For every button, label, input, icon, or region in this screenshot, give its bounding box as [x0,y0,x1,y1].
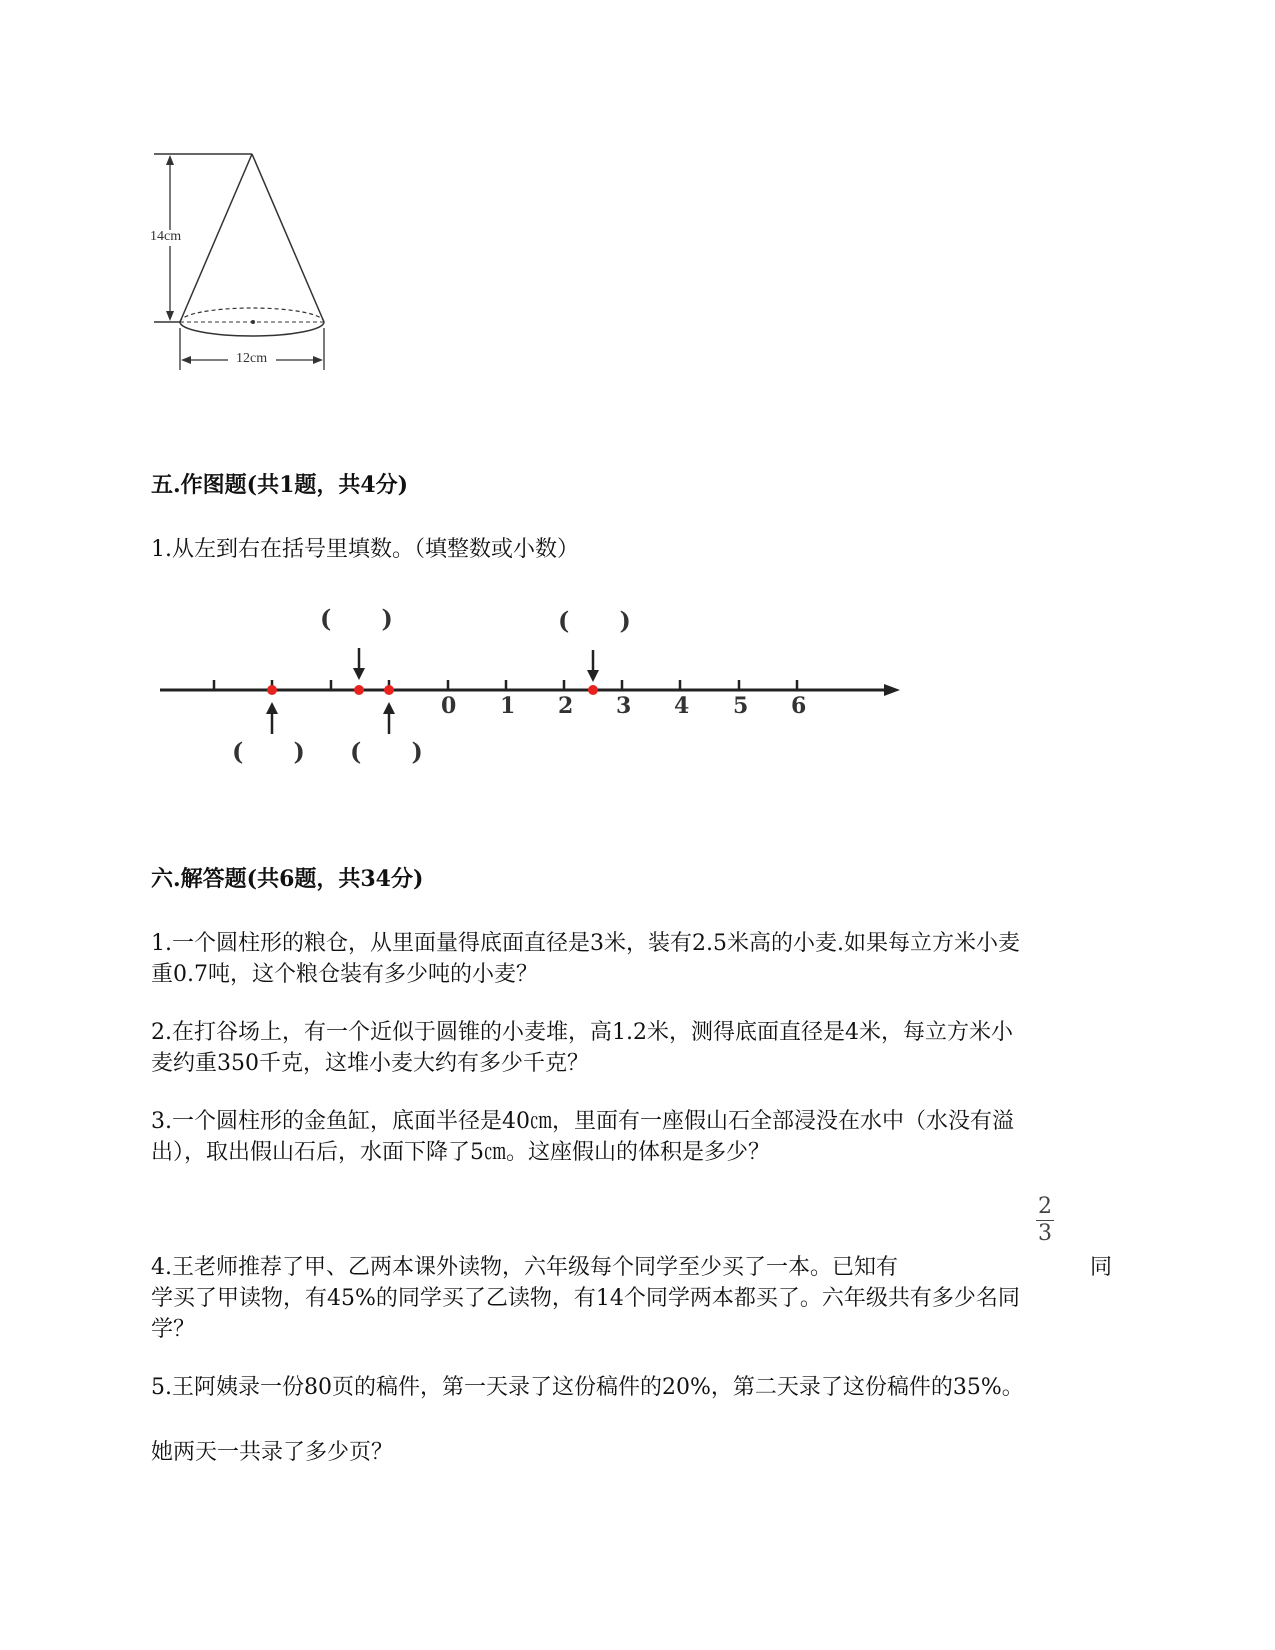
q5-line-1: 5.王阿姨录一份80页的稿件，第一天录了这份稿件的20%，第二天录了这份稿件的35%。 [151,1375,1024,1400]
q4-line-1a: 4.王老师推荐了甲、乙两本课外读物，六年级每个同学至少买了一本。已知有 [151,1255,898,1280]
q4-line-3: 学？ [151,1317,196,1342]
q4-fraction-numerator: 2 [1038,1194,1052,1219]
answer-bracket-top-left: ( ) [320,604,393,633]
q1-line-1: 1.一个圆柱形的粮仓，从里面量得底面直径是3米，装有2.5米高的小麦.如果每立方米小麦 [151,931,1020,956]
point-a [267,685,277,695]
q4-fraction [1030,1194,1060,1247]
tick-label-6: 6 [791,693,807,719]
answer-bracket-bottom-left: ( ) [232,737,305,766]
tick-label-3: 3 [616,693,632,719]
q2-line-2: 麦约重350千克，这堆小麦大约有多少千克？ [151,1051,589,1076]
q2-line-1: 2.在打谷场上，有一个近似于圆锥的小麦堆，高1.2米，测得底面直径是4米，每立方米小 [151,1020,1013,1045]
section-6-heading: 六.解答题(共6题，共34分) [151,866,424,892]
answer-bracket-top-right: ( ) [558,606,631,635]
tick-label-1: 1 [500,693,516,719]
q4-line-2: 学买了甲读物，有45%的同学买了乙读物，有14个同学两本都买了。六年级共有多少名同 [151,1286,1020,1311]
q5-line-2: 她两天一共录了多少页？ [151,1440,394,1465]
q1-line-2: 重0.7吨，这个粮仓装有多少吨的小麦？ [151,962,538,987]
cone-diameter-label: 12cm [236,351,268,366]
q3-line-2: 出），取出假山石后，水面下降了5㎝。这座假山的体积是多少？ [151,1140,770,1165]
section-5-heading: 五.作图题(共1题，共4分) [151,472,409,498]
cone-height-label: 14cm [150,229,182,244]
tick-label-2: 2 [558,693,574,719]
point-c [384,685,394,695]
number-line-arrowhead [884,684,900,696]
point-b [354,685,364,695]
section-5-question-1: 1.从左到右在括号里填数。（填整数或小数） [151,537,579,562]
q3-line-1: 3.一个圆柱形的金鱼缸，底面半径是40㎝，里面有一座假山石全部浸没在水中（水没有溢 [151,1109,1014,1134]
q4-line-1b: 同 [1090,1255,1113,1280]
q4-fraction-denominator: 3 [1038,1221,1052,1246]
tick-label-0: 0 [441,693,457,719]
answer-bracket-bottom-right: ( ) [350,737,423,766]
point-d [588,685,598,695]
tick-label-4: 4 [674,693,690,719]
tick-label-5: 5 [733,693,749,719]
